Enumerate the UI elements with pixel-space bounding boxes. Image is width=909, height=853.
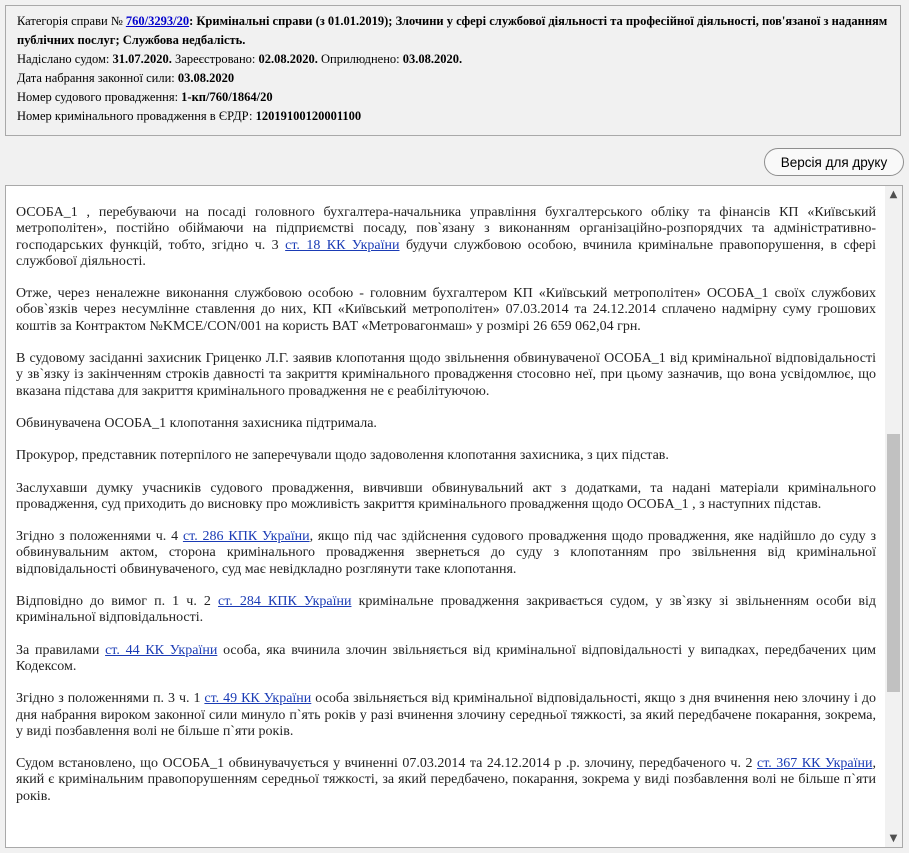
published-date: 03.08.2020.	[402, 52, 463, 66]
paragraph-text: особа звільняється від кримінальної відповідальності, якщо з дня вчинення нею злочину і до дня набрання вироком законної сили минуло п`ять років у разі вчинення злочину середньої тяжкості, за який передбачене покарання, зокрема, у виді позбавлення волі не більше п`яти років.	[16, 691, 877, 739]
paragraph	[16, 205, 876, 270]
law-link[interactable]: ст. 44 КК України	[105, 642, 218, 658]
category-label: Категорія справи №	[17, 14, 123, 28]
paragraph	[16, 594, 876, 627]
paragraph	[16, 529, 876, 578]
paragraph-text: , який є кримінальним правопорушенням середньої тяжкості, за який передбачено, покарання, зокрема у виді позбавлення волі не більше п`яти років.	[16, 756, 877, 804]
chevron-down-icon[interactable]: ▼	[889, 833, 898, 844]
chevron-up-icon[interactable]: ▲	[889, 189, 898, 200]
paragraph: Обвинувачена ОСОБА_1 клопотання захисника підтримала.	[16, 415, 377, 431]
law-link[interactable]: ст. 286 КПК України	[182, 529, 310, 545]
effective-date: 03.08.2020	[177, 71, 235, 85]
paragraph	[16, 643, 876, 676]
paragraph: Заслухавши думку учасників судового провадження, вивчивши обвинувальний акт з додатками, та надані матеріали кримінального провадження, суд приходить до висновку про можливість закриття кримінального провадження щодо ОСОБА_1 , з наступних підстав.	[16, 480, 876, 512]
paragraph-text: особа, яка вчинила злочин звільняється від кримінальної відповідальності у випадках, передбачених цим Кодексом.	[16, 642, 877, 674]
proceeding-number-line	[17, 88, 890, 107]
registered-date: 02.08.2020.	[258, 52, 318, 66]
effective-label: Дата набрання законної сили:	[17, 71, 175, 85]
dates-line	[17, 50, 890, 69]
law-link[interactable]: ст. 367 КК України	[756, 756, 873, 772]
proceeding-number: 1-кп/760/1864/20	[181, 90, 273, 104]
scroll-thumb[interactable]	[887, 434, 900, 692]
paragraph-text: За правилами	[16, 642, 100, 658]
erdr-number-line	[17, 107, 890, 126]
paragraph: Прокурор, представник потерпілого не заперечували щодо задоволення клопотання захисника, з цих підстав.	[16, 448, 669, 464]
published-label: Оприлюднено:	[321, 52, 400, 66]
effective-date-line	[17, 69, 890, 88]
law-link[interactable]: ст. 284 КПК України	[218, 594, 352, 610]
proceeding-label: Номер судового провадження:	[17, 90, 179, 104]
paragraph: Отже, через неналежне виконання службовою особою - головним бухгалтером КП «Київський метрополітен» ОСОБА_1 своїх службових обов`язків через несумлінне ставлення до них, КП «Київський метрополітен» 07.03.2014 та 24.12.2014 сплачено надмірну суму грошових коштів за Контрактом №KMCE/CON/001 на користь ВАТ «Метровагонмаш» у розмірі 26 659 062,04 грн.	[16, 286, 876, 334]
sent-label: Надіслано судом:	[17, 52, 110, 66]
paragraph	[16, 756, 876, 805]
paragraph-text: Згідно з положеннями ч. 4	[16, 529, 179, 545]
paragraph	[16, 691, 876, 740]
category-text: : Кримінальні справи (з 01.01.2019); Злочини у сфері службової діяльності та професійної діяльності, пов'язаної з наданням публічних послуг; Службова недбалість.	[17, 14, 888, 47]
paragraph-text: будучи службовою особою, вчинила кримінальне правопорушення, в сфері службової діяльності.	[16, 237, 877, 269]
case-category-line	[17, 12, 890, 50]
erdr-number: 12019100120001100	[255, 109, 362, 123]
paragraph-text: Відповідно до вимог п. 1 ч. 2	[16, 594, 211, 610]
category-number-link[interactable]: 760/3293/20	[125, 14, 190, 28]
law-link[interactable]: ст. 49 КК України	[204, 691, 312, 707]
vertical-scrollbar[interactable]	[885, 186, 902, 847]
law-link[interactable]: ст. 18 КК України	[285, 237, 400, 253]
erdr-label: Номер кримінального провадження в ЄРДР:	[17, 109, 253, 123]
paragraph-text: Згідно з положеннями п. 3 ч. 1	[16, 691, 201, 707]
paragraph-text: Судом встановлено, що ОСОБА_1 обвинувачується у вчиненні 07.03.2014 та 24.12.2014 р .р. злочину, передбаченого ч. 2	[16, 756, 753, 772]
sent-date: 31.07.2020.	[112, 52, 172, 66]
registered-label: Зареєстровано:	[175, 52, 256, 66]
paragraph-text: ОСОБА_1 , перебуваючи на посаді головного бухгалтера-начальника управління бухгалтерського обліку та фінансів КП «Київський метрополітен», постійно обіймаючи на підприємстві посаду, пов`язану з виконанням організаційно-розпорядчих та адміністративно-господарських функцій, тобто, згідно ч. 3	[16, 205, 876, 253]
document-text	[16, 205, 876, 821]
print-version-button[interactable]: Версія для друку	[764, 148, 904, 176]
paragraph: В судовому засіданні захисник Гриценко Л.Г. заявив клопотання щодо звільнення обвинуваченої ОСОБА_1 від кримінальної відповідальності у зв`язку із закінченням строків давності та закриття кримінального провадження стосовно неї, при цьому зазначив, що вона усвідомлює, що вказана підстава для закриття кримінального провадження не є реабілітуючою.	[16, 351, 876, 399]
case-info-panel	[5, 5, 901, 136]
paragraph-text: , якщо під час здійснення судового провадження щодо провадження, яке надійшло до суду з обвинувальним актом, сторона кримінального провадження звернеться до суду з клопотанням про звільнення від кримінальної відповідальності обвинуваченого, суд має невідкладно розглянути таке клопотання.	[16, 529, 876, 577]
document-viewer[interactable]	[5, 185, 903, 848]
paragraph-text: кримінальне провадження закривається судом, у зв`язку зі звільненням особи від кримінальної відповідальності.	[16, 594, 877, 626]
